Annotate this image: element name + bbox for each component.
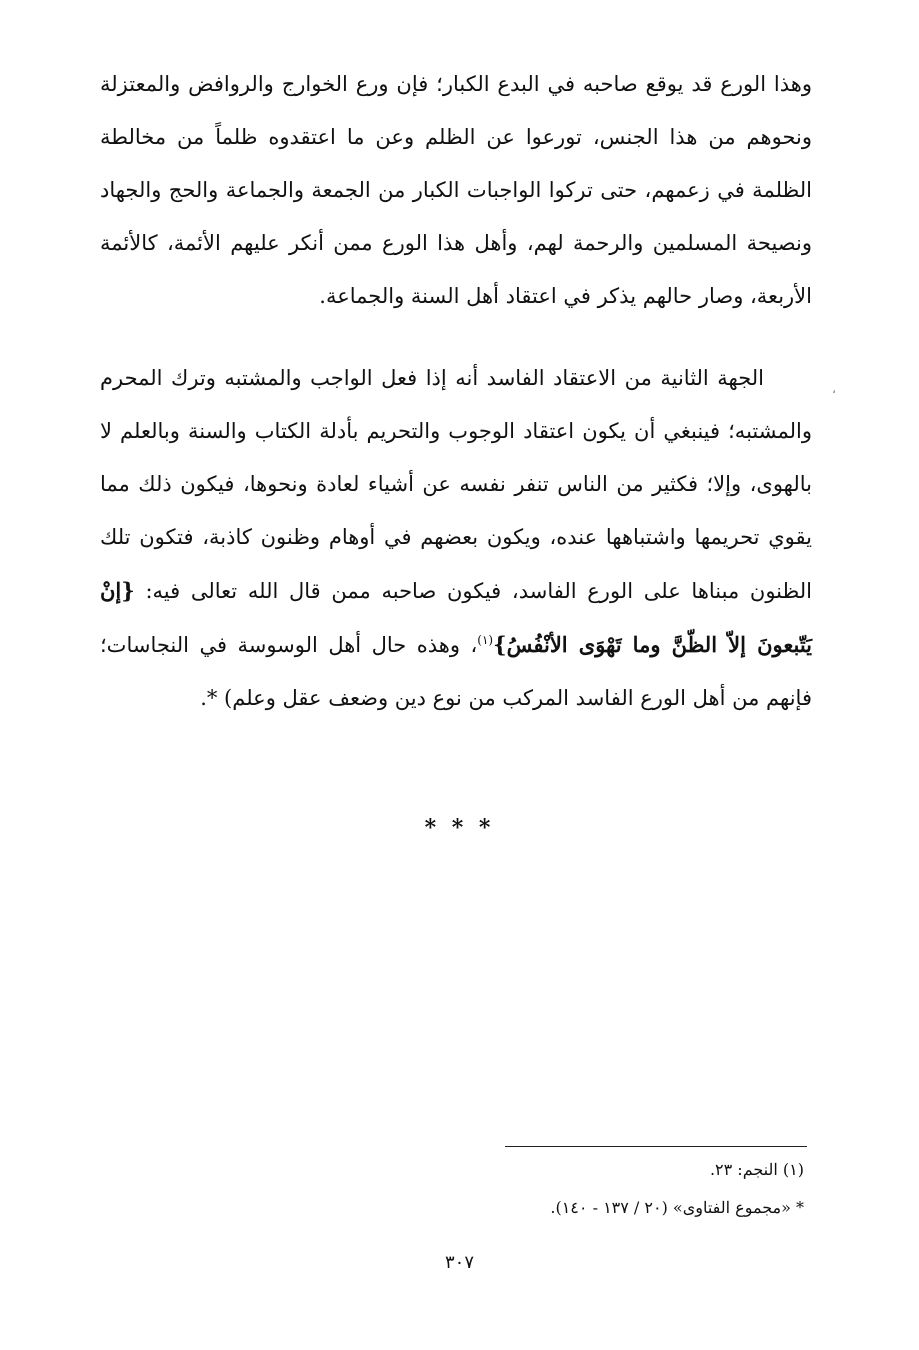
footnote-1: (١) النجم: ٢٣.: [709, 1160, 804, 1179]
paragraph-2-continuation: ، وهذه حال أهل الوسوسة في النجاسات؛ فإنهم من أهل الورع الفاسد المركب من نوع دين وضعف عقل وعلم) *.: [100, 633, 812, 710]
paragraph-2-text: الجهة الثانية من الاعتقاد الفاسد أنه إذا فعل الواجب والمشتبه وترك المحرم والمشتبه؛ فينبغي أن يكون اعتقاد الوجوب والتحريم بأدلة الكتاب والسنة وبالعلم لا بالهوى، وإلا؛ فكثير من الناس تنفر نفسه عن أشياء لعادة ونحوها، فيكون ذلك مما يقوي تحريمها واشتباهها عنده، ويكون بعضهم في أوهام وظنون كاذبة، فتكون تلك الظنون مبناها على الورع الفاسد، فيكون صاحبه ممن قال الله تعالى فيه:: [100, 366, 812, 603]
margin-mark: ،: [832, 382, 836, 396]
page-number: ٣٠٧: [444, 1252, 474, 1273]
body-paragraph-1: [100, 58, 812, 323]
footnote-source: * «مجموع الفتاوى» (٢٠ / ١٣٧ - ١٤٠).: [550, 1198, 804, 1217]
footnote-reference-1: (١): [477, 633, 494, 647]
footnote-divider: [505, 1146, 807, 1147]
section-separator: * * *: [424, 815, 495, 841]
paragraph-1-text: وهذا الورع قد يوقع صاحبه في البدع الكبار؛ فإن ورع الخوارج والروافض والمعتزلة ونحوهم من هذا الجنس، تورعوا عن الظلم وعن ما اعتقدوه ظلماً من مخالطة الظلمة في زعمهم، حتى تركوا الواجبات الكبار من الجمعة والجماعة والحج والجهاد ونصيحة المسلمين والرحمة لهم، وأهل هذا الورع ممن أنكر عليهم الأئمة، كالأئمة الأربعة، وصار حالهم يذكر في اعتقاد أهل السنة والجماعة.: [100, 72, 812, 308]
body-paragraph-2: [100, 352, 812, 725]
quran-verse-quote: {إنْ يَتّبعونَ إلاّ الظّنَّ وما تَهْوَى الأنْفُسُ}: [100, 578, 812, 657]
